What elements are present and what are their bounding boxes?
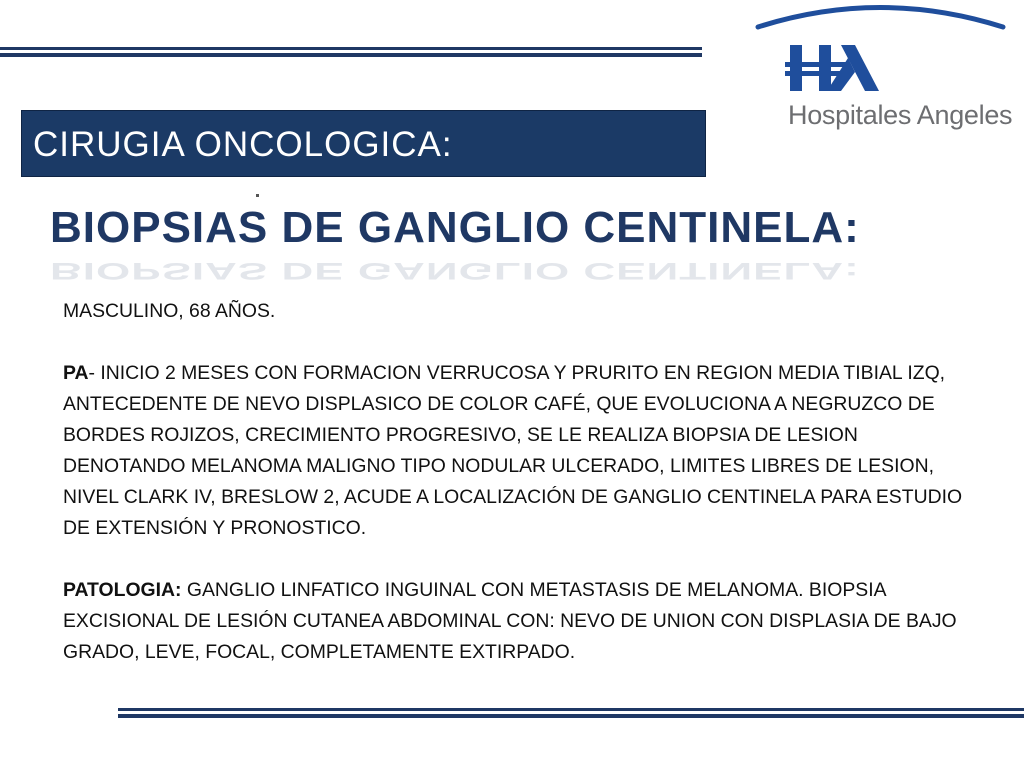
- patient-line: MASCULINO, 68 AÑOS.: [63, 300, 276, 322]
- main-title: [50, 200, 860, 285]
- hospitales-angeles-logo: [755, 0, 1015, 140]
- top-divider: [0, 47, 702, 59]
- pa-text: - INICIO 2 MESES CON FORMACION VERRUCOSA Y PRURITO EN REGION MEDIA TIBIAL IZQ, ANTECEDENTE DE NEVO DISPLASICO DE COLOR CAFÉ, QUE EVOLUCIONA A NEGRUZCO DE BORDES ROJIZOS, CRECIMIENTO PROGRESIVO, SE LE REALIZA BIOPSIA DE LESION DENOTANDO MELANOMA MALIGNO TIPO NODULAR ULCERADO, LIMITES LIBRES DE LESION, NIVEL CLARK IV, BRESLOW 2, ACUDE A LOCALIZACIÓN DE GANGLIO CENTINELA PARA ESTUDIO DE EXTENSIÓN Y PRONOSTICO.: [63, 362, 963, 539]
- bottom-divider: [118, 708, 1024, 720]
- ha-logo-icon: [755, 0, 1015, 100]
- section-banner: [21, 110, 706, 177]
- pa-paragraph: [63, 358, 968, 544]
- dot-mark: [256, 194, 259, 197]
- case-content: [63, 296, 968, 668]
- main-title-text: BIOPSIAS DE GANGLIO CENTINELA:: [50, 203, 860, 252]
- brand-name: Hospitales Angeles: [788, 100, 1013, 130]
- patologia-text: GANGLIO LINFATICO INGUINAL CON METASTASIS DE MELANOMA. BIOPSIA EXCISIONAL DE LESIÓN CUTANEA ABDOMINAL CON: NEVO DE UNION CON DISPLASIA DE BAJO GRADO, LEVE, FOCAL, COMPLETAMENTE EXTIRPADO.: [63, 579, 957, 663]
- section-title: CIRUGIA ONCOLOGICA:: [33, 125, 453, 164]
- pa-label: PA: [63, 362, 89, 384]
- patologia-paragraph: [63, 575, 968, 668]
- main-title-reflection: BIOPSIAS DE GANGLIO CENTINELA:: [50, 257, 860, 285]
- patologia-label: PATOLOGIA:: [63, 579, 182, 601]
